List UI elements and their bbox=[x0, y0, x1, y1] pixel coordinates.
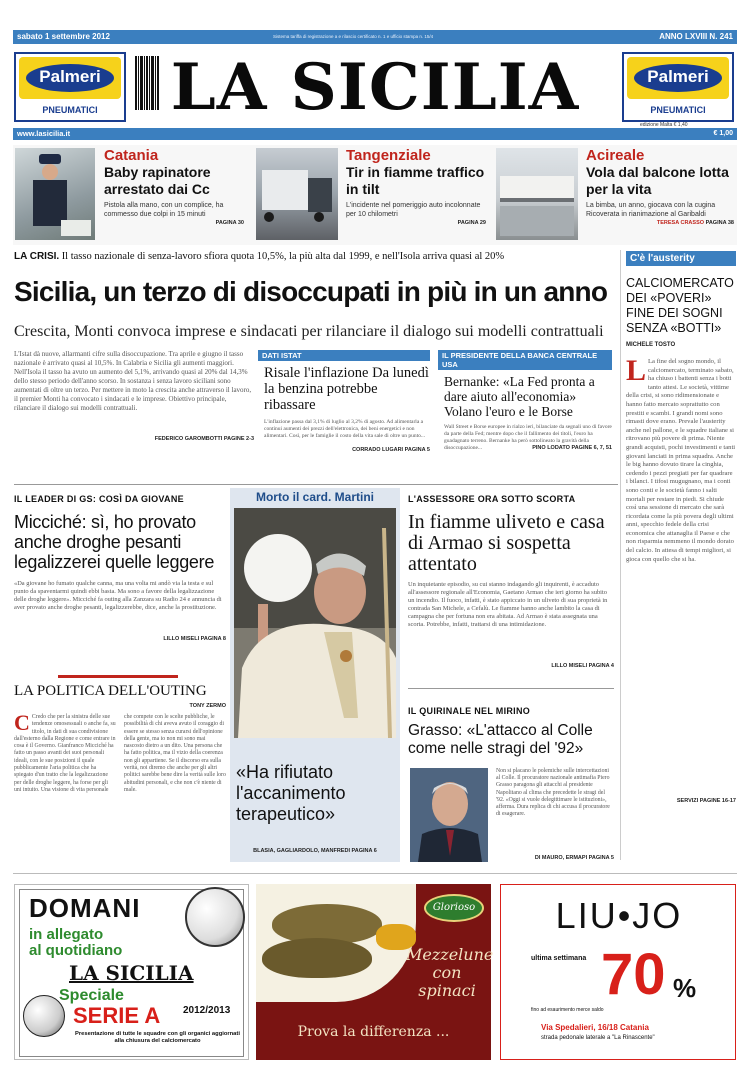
armao-headline: In fiamme uliveto e casa di Armao si sospetta attentato bbox=[408, 511, 605, 575]
fed-tab: IL PRESIDENTE DELLA BANCA CENTRALE USA bbox=[438, 350, 612, 370]
teaser-summary: L'incidente nel pomeriggio auto incolonnate per 10 chilometri bbox=[346, 202, 481, 218]
fed-byline: PINO LODATO PAGINE 6, 7, 51 bbox=[532, 445, 612, 451]
fed-box[interactable] bbox=[438, 350, 612, 451]
sidebar-body: L La fine del sogno mondo, il calciomercato, terminato sabato, ha chiuso i battenti senza i botti tanto attesi. Le società, vittime della crisi, si sono ridimensionate e hanno fatto mercato soprattutto con prestiti e scambi. I grandi nomi sono rimasti dove erano. Prevale l'austerity anche nel pallone, e le squadre italiane si ritrovano più povere di prima. Niente grandi acquisti, pochi investimenti e tanti giovani lanciati in prima squadra. Anche le big hanno dovuto tirare la cinghia, cedendo i pezzi pregiati per far quadrare i bilanci. I tifosi mugugnano, ma i conti sono conti e le società fanno i salti mortali per restare in piedi. Si chiude così una sessione di mercato che sarà ricordata come la più povera degli ultimi anni, specchio fedele della crisi economica che attanaglia il Paese e che non risparmia nemmeno il mondo dorato del calcio. In attesa di tempi migliori, si gioca con quello che si ha. bbox=[626, 354, 736, 563]
teaser-headline: Tir in fiamme traffico in tilt bbox=[346, 164, 485, 197]
ad-liujo-brand: LIU•JO bbox=[555, 895, 683, 936]
masthead-bottom-bar bbox=[13, 128, 737, 140]
section-divider bbox=[408, 688, 614, 689]
column-title: LA POLITICA DELL'OUTING bbox=[14, 683, 207, 699]
grasso-label: IL QUIRINALE NEL MIRINO bbox=[408, 706, 531, 716]
istat-byline: CORRADO LUGARI PAGINA 5 bbox=[352, 447, 430, 453]
crisis-body: L'Istat dà nuove, allarmanti cifre sulla disoccupazione. Tra aprile e giugno il tasso nazionale è arrivato quasi al 10,5%. In Calabria e Sicilia gli aumenti maggiori. Nell'Isola il tasso ha avuto un aumento del 5,1%, arrivando quasi al 20% dal 14,3% dello stesso periodo dell'anno scorso. In sostanza i senza lavoro siciliani sono aumentati di oltre un terzo. Per mettere in moto la crescita anche attraverso il lavoro, il premier Monti ha convocato i sindacati e le imprese. Obiettivo principale, rilanciare il dialogo sui modelli contrattuali. bbox=[14, 350, 252, 412]
issue-edition: ANNO LXVIII N. 241 bbox=[659, 32, 733, 41]
armao-body: Un inquietante episodio, su cui stanno indagando gli inquirenti, è accaduto all'assessore regionale all'Economia, Gaetano Armao che ieri giorno ha subito un incendio. Il fuoco, infatti, è stato appiccato in un uliveto di sua proprietà in contrada San Michele, a Cefalù. Le fiamme hanno anche lambito la casa di campagna che per fortuna non era abitata. Ad Armao è stata assegnata una scorta. Potrebbe, infatti, trattarsi di una intimidazione. bbox=[408, 581, 608, 628]
ad-liujo-percent: % bbox=[673, 973, 697, 1003]
glorioso-logo: Glorioso bbox=[424, 894, 484, 922]
fed-body: Wall Street e Borse europee in rialzo ieri, bilanciate da segnali uno di favore da parte della Fed; mentre dopo che il fallimento dei titoli, l'euro ha guadagnato terreno. Bernanke ha però sottolineato la gravità della disoccupazione... bbox=[444, 424, 612, 451]
teaser-headline: Vola dal balcone lotta per la vita bbox=[586, 164, 729, 197]
teaser-catania[interactable] bbox=[104, 147, 244, 226]
armao-label: L'ASSESSORE ORA SOTTO SCORTA bbox=[408, 494, 576, 504]
sidebar-headline: CALCIOMERCATO DEI «POVERI» FINE DEI SOGNI SENZA «BOTTI» bbox=[626, 276, 734, 335]
ad-domani-footer: Presentazione di tutte le squadre con gli organici aggiornati alla chiusura del calciomercato bbox=[75, 1031, 240, 1044]
ad-domani-paper: LA SICILIA bbox=[69, 961, 194, 985]
martini-tab: Morto il card. Martini bbox=[255, 490, 374, 504]
grasso-byline: DI MAURO, ERMAPI PAGINA 5 bbox=[534, 855, 614, 861]
newspaper-title-wrap bbox=[165, 48, 585, 128]
sponsor-name: Palmeri bbox=[647, 67, 709, 86]
barcode-icon bbox=[135, 56, 159, 110]
ad-liujo-discount: 70 bbox=[601, 942, 666, 1007]
grasso-article[interactable] bbox=[408, 706, 614, 758]
teaser-summary: Pistola alla mano, con un complice, ha commesso due colpi in 15 minuti bbox=[104, 202, 224, 218]
column-divider bbox=[620, 250, 621, 860]
martini-quote: «Ha rifiutato l'accanimento terapeutico» bbox=[236, 762, 346, 824]
column-byline: TONY ZERMO bbox=[189, 703, 226, 709]
ad-domani-speciale: Speciale bbox=[59, 987, 124, 1004]
martini-photo[interactable] bbox=[234, 508, 396, 738]
ad-domani-line2: al quotidiano bbox=[29, 942, 123, 959]
sponsor-sub: PNEUMATICI bbox=[650, 105, 706, 115]
teaser-tangenziale[interactable] bbox=[346, 147, 486, 226]
micciche-article[interactable] bbox=[14, 494, 226, 642]
grasso-photo[interactable] bbox=[410, 768, 488, 862]
crisis-line: Il tasso nazionale di senza-lavoro sfiora quota 10,5%, la più alta dal 1999, e nell'Isola arriva quasi al 20% bbox=[61, 251, 505, 262]
sidebar-byline: MICHELE TOSTO bbox=[626, 342, 676, 348]
sidebar-footer: SERVIZI PAGINE 16-17 bbox=[676, 798, 736, 804]
ad-domani-line1: in allegato bbox=[29, 926, 104, 943]
armao-byline: LILLO MISELI PAGINA 4 bbox=[551, 663, 614, 669]
teaser-photo-carabiniere[interactable] bbox=[15, 148, 95, 240]
teaser-kicker: Catania bbox=[104, 147, 159, 164]
istat-body: L'inflazione passa dal 3,1% di luglio al 3,2% di agosto. Ad alimentarla a continui aumenti dei prezzi dell'elettronica, dei beni energetici e non alimentari. Così, per le famiglie il costo della vita sale di oltre un punto... bbox=[264, 419, 425, 439]
sponsor-sub: PNEUMATICI bbox=[42, 105, 98, 115]
sponsor-name: Palmeri bbox=[39, 67, 101, 86]
sponsor-logo-left[interactable] bbox=[14, 52, 126, 122]
website-link[interactable]: www.lasicilia.it bbox=[17, 129, 71, 138]
portrait-photo-icon bbox=[410, 768, 488, 862]
crisis-byline: FEDERICO GAROMBOTTI PAGINE 2-3 bbox=[154, 436, 254, 442]
teaser-page: PAGINA 30 bbox=[215, 220, 244, 226]
teaser-photo-truck[interactable] bbox=[256, 148, 338, 240]
crisis-subhead: Crescita, Monti convoca imprese e sindacati per rilanciare il dialogo sui modelli contrattuali bbox=[14, 323, 604, 340]
ad-liujo-address: Via Spedalieri, 16/18 Catania bbox=[541, 1023, 649, 1032]
istat-box[interactable] bbox=[258, 350, 430, 453]
grasso-headline: Grasso: «L'attacco al Colle come nelle stragi del '92» bbox=[408, 722, 593, 757]
price: € 1,00 bbox=[713, 130, 733, 137]
micciche-headline: Micciché: sì, ho provato anche droghe pesanti legalizzerei quelle leggere bbox=[14, 512, 215, 572]
soccer-ball-icon bbox=[23, 995, 65, 1037]
section-divider bbox=[14, 484, 618, 485]
ad-domani[interactable] bbox=[14, 884, 249, 1060]
newspaper-title[interactable]: LA SICILIA bbox=[170, 50, 580, 125]
ad-liujo[interactable] bbox=[500, 884, 736, 1060]
ads-divider bbox=[13, 873, 737, 874]
fed-headline: Bernanke: «La Fed pronta a dare aiuto all'economia» Volano l'euro e le Borse bbox=[444, 374, 595, 419]
issue-date: sabato 1 settembre 2012 bbox=[17, 32, 110, 41]
crisis-headline-wrap bbox=[14, 274, 614, 310]
red-rule bbox=[58, 675, 178, 678]
ad-glorioso[interactable] bbox=[256, 884, 494, 1060]
teaser-summary: La bimba, un anno, giocava con la cugina Ricoverata in rianimazione al Garibaldi bbox=[586, 202, 716, 218]
column-body: C Credo che per la sinistra delle sue tendenze omosessuali o anche fa, su titolo, in dati di sua condivisione dall'esterno dalla Regione e come entrare in cosa è il Governo. Gianfranco Micciché ha fatto un passo avanti dei suoi personali ideali, con le sue posizioni il quale pubblicamente l'aria politica che ha spiegato d'un tratto che la legalizzazione per delle droghe leggere, ha forse per gli uni intuito. Una visione di vita personale che compete con le scelte pubbliche, le possibilità di chi aveva avuto il coraggio di essere se stesso senza curarsi dell'opinione della gente, ma io non mi sono mai nascosto dietro a un dito. Una persona che ha fatto politica, ma il vizio della coerenza non gli appartiene. Se il discorso era sulla verità, noi diremo che anche per gli altri politici sarebbe bene dire la verità sulle loro abitudini personali, e che non c'è niente di male. bbox=[14, 710, 226, 793]
martini-byline: BLASIA, GAGLIARDOLO, MANFREDI PAGINA 6 bbox=[253, 848, 377, 854]
ad-liujo-address-note: strada pedonale laterale a "La Rinascente" bbox=[541, 1035, 655, 1041]
crisis-strap bbox=[14, 251, 614, 263]
ad-liujo-note: ultima settimana bbox=[531, 955, 587, 962]
teaser-page: PAGINA 29 bbox=[457, 220, 486, 226]
teaser-kicker: Acireale bbox=[586, 147, 645, 164]
postal-notice: Sistema tariffa di registrazione a e rilascio certificato n. 1 e ufficio stampa n. 15/4 bbox=[273, 34, 434, 39]
ad-glorioso-product: Mezzelune con spinaci bbox=[406, 945, 494, 1000]
micciche-body: «Da giovane ho fumato qualche canna, ma una volta mi andò via la testa e sul punto da spaventarmi quindi ebbi basta. Ma sono a favore della legalizzazione delle droghe leggere». Micciché fa outing alla Zanzara su Radio 24 e annuncia di aver provato anche droghe pesanti, legalizzerebbe, dice, anche la prostituzione. bbox=[14, 580, 222, 611]
martini-feature[interactable] bbox=[230, 488, 400, 862]
micciche-byline: LILLO MISELI PAGINA 8 bbox=[163, 636, 226, 642]
ad-domani-title: DOMANI bbox=[29, 893, 141, 923]
istat-headline: Risale l'inflazione Da lunedì la benzina potrebbe ribassare bbox=[264, 365, 429, 413]
ad-domani-serie: SERIE A bbox=[73, 1003, 161, 1028]
istat-tab: DATI ISTAT bbox=[258, 350, 430, 361]
teaser-photo-building[interactable] bbox=[496, 148, 578, 240]
grasso-body: Non si placano le polemiche sulle intercettazioni al Colle. Il procuratore nazionale antimafia Piero Grasso paragona gli attacchi al presidente Napolitano al clima che precedette le stragi del '92. «Oggi si vuole delegittimare le istituzioni», afferma. Dura replica di chi accusa il procuratore di esagerare. bbox=[496, 768, 610, 818]
sidebar-tab: C'è l'austerity bbox=[626, 251, 736, 266]
masthead-top-bar bbox=[13, 30, 737, 44]
sidebar-austerity[interactable] bbox=[626, 251, 736, 859]
teaser-acireale[interactable] bbox=[586, 147, 734, 226]
ad-glorioso-tagline: Prova la differenza ... bbox=[297, 1024, 450, 1040]
teaser-byline: TERESA CRASSO PAGINA 38 bbox=[656, 220, 734, 226]
teaser-headline: Baby rapinatore arrestato dai Cc bbox=[104, 164, 211, 197]
ad-liujo-sub: fino ad esaurimento merce saldo bbox=[531, 1007, 604, 1013]
crisis-headline[interactable]: Sicilia, un terzo di disoccupati in più in un anno bbox=[14, 276, 608, 307]
micciche-label: IL LEADER DI GS: COSÌ DA GIOVANE bbox=[14, 494, 184, 504]
food-item bbox=[262, 938, 372, 978]
sponsor-logo-right[interactable] bbox=[622, 52, 734, 122]
price-note: edizione Malta € 1,40 bbox=[640, 122, 688, 128]
cardinal-photo-icon bbox=[234, 508, 396, 738]
ad-domani-season: 2012/2013 bbox=[183, 1005, 231, 1016]
armao-article[interactable] bbox=[408, 494, 614, 669]
teaser-kicker: Tangenziale bbox=[346, 147, 431, 164]
crisis-label: LA CRISI. bbox=[14, 251, 60, 262]
soccer-ball-icon bbox=[185, 887, 245, 947]
